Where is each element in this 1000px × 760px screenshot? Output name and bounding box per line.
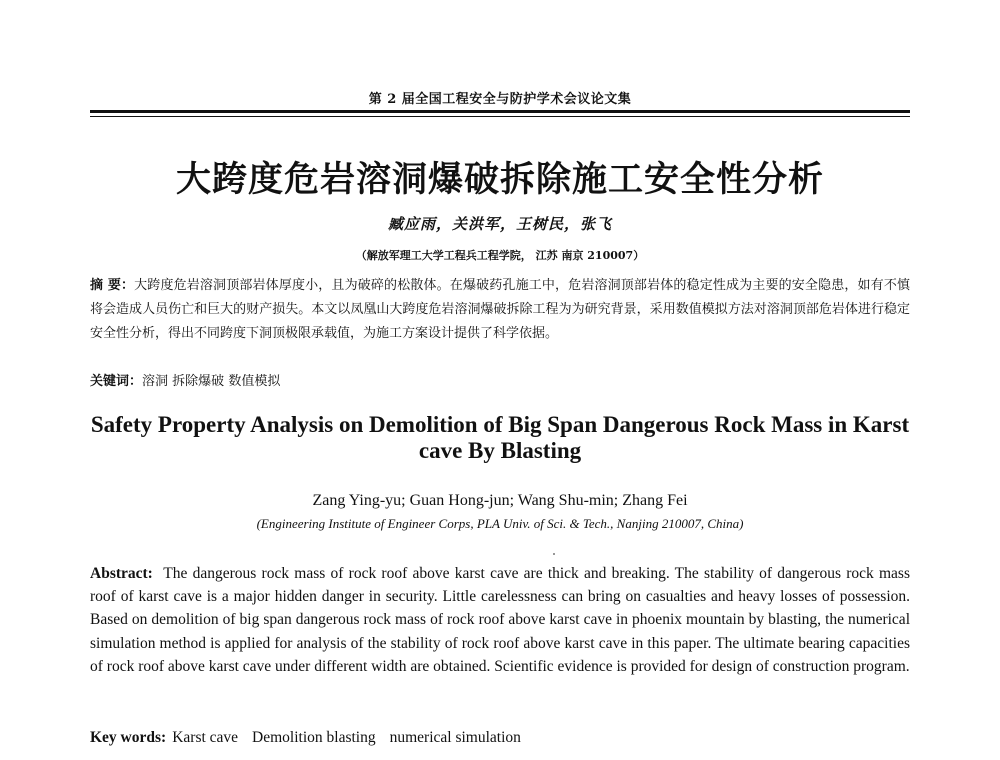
english-title: Safety Property Analysis on Demolition of Big Span Dangerous Rock Mass in Karst cave By Blasting bbox=[90, 412, 910, 463]
english-keywords-label: Key words: bbox=[90, 729, 167, 746]
chinese-abstract-text: 大跨度危岩溶洞顶部岩体厚度小，且为破碎的松散体。在爆破药孔施工中，危岩溶洞顶部岩体的稳定性成为主要的安全隐患，如有不慎将会造成人员伤亡和巨大的财产损失。本文以凤凰山大跨度危岩溶洞爆破拆除工程为为研究背景，采用数值模拟方法对溶洞顶部危岩体进行稳定安全性分析，得出不同跨度下洞顶极限承载值，为施工方案设计提供了科学依据。 bbox=[90, 278, 910, 341]
chinese-authors: 臧应雨，关洪军，王树民，张飞 bbox=[387, 215, 612, 233]
english-keyword: numerical simulation bbox=[389, 729, 521, 746]
english-keyword: Karst cave bbox=[172, 729, 239, 746]
header-rule-thin bbox=[90, 116, 910, 117]
english-abstract-text: The dangerous rock mass of rock roof above karst cave are thick and breaking. The stability of dangerous rock mass roof of karst cave is a major hidden danger in security. Little carelessness can bring on casualties and heavy losses of possession. Based on demolition of big span dangerous rock mass of rock roof above karst cave in phoenix mountain by blasting, the numerical simulation method is applied for analysis of the stability of rock roof above karst cave in this paper. The ultimate bearing capacities of rock roof above karst cave under different width are obtained. Scientific evidence is provided for design of construction program. bbox=[90, 565, 910, 675]
chinese-keywords-label: 关键词： bbox=[90, 374, 143, 389]
english-affiliation: (Engineering Institute of Engineer Corps, PLA Univ. of Sci. & Tech., Nanjing 210007, China) bbox=[256, 516, 744, 531]
chinese-affiliation: （解放军理工大学工程兵工程学院， 江苏 南京 210007） bbox=[355, 249, 645, 262]
english-keywords bbox=[90, 726, 910, 749]
english-authors: Zang Ying-yu; Guan Hong-jun; Wang Shu-min; Zhang Fei bbox=[312, 492, 688, 509]
english-keyword: Demolition blasting bbox=[252, 729, 376, 746]
running-header: 第 2 届全国工程安全与防护学术会议论文集 bbox=[368, 92, 632, 107]
chinese-abstract-label: 摘 要： bbox=[90, 278, 135, 293]
chinese-keyword: 数值模拟 bbox=[228, 374, 281, 389]
english-abstract bbox=[90, 562, 910, 678]
english-abstract-label: Abstract: bbox=[90, 565, 153, 582]
chinese-keyword: 拆除爆破 bbox=[172, 374, 225, 389]
header-rule-thick bbox=[90, 110, 910, 113]
stray-mark bbox=[553, 553, 555, 555]
chinese-abstract bbox=[90, 274, 910, 346]
chinese-keyword: 溶洞 bbox=[142, 374, 169, 389]
chinese-title: 大跨度危岩溶洞爆破拆除施工安全性分析 bbox=[175, 160, 824, 200]
chinese-keywords bbox=[90, 370, 910, 394]
